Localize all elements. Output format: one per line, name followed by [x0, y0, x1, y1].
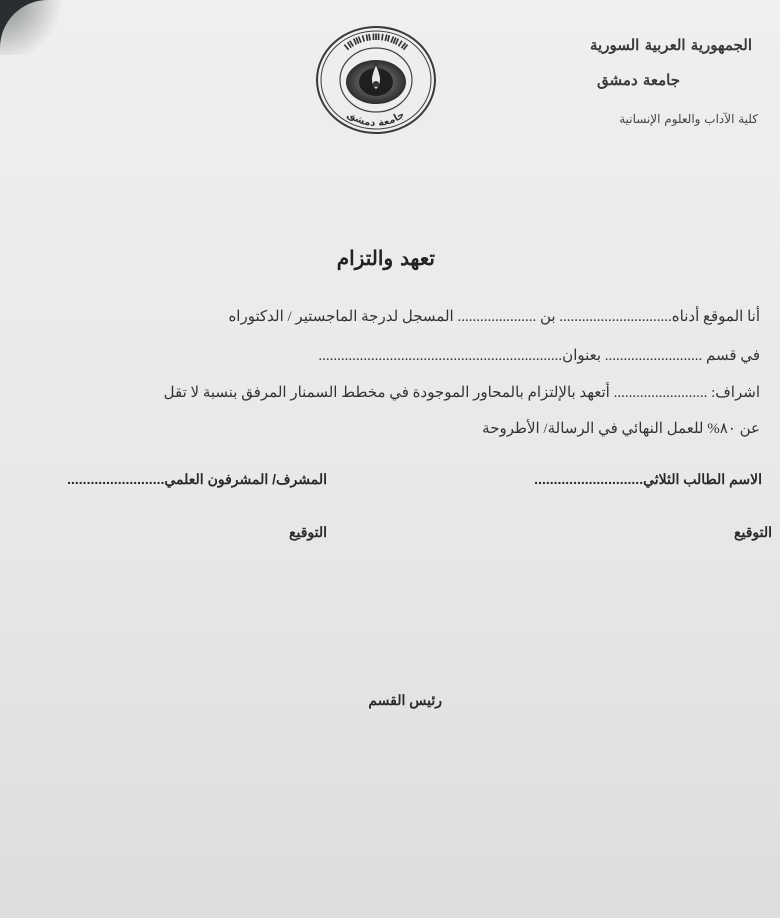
document-title: تعهد والتزام [336, 246, 435, 270]
page-corner-shadow [0, 0, 70, 55]
department-head-label: رئيس القسم [368, 692, 442, 708]
republic-heading: الجمهورية العربية السورية [590, 36, 752, 54]
student-signature-label: التوقيع [734, 524, 772, 540]
body-line-3: اشراف: ......................... أتعهد بالإلتزام بالمحاور الموجودة في مخطط السمنار المرفق بنسبة لا تقل [163, 385, 760, 401]
body-line-1: أنا الموقع أدناه.............................. بن ..................... المسجل لدرجة الماجستير / الدكتوراه [228, 309, 760, 325]
svg-text:ⅠⅡⅢⅠⅡⅢⅠⅡⅢⅠⅡ: ⅠⅡⅢⅠⅡⅢⅠⅡⅢⅠⅡ [342, 33, 410, 54]
seal-text: جامعة دمشق [345, 109, 407, 130]
student-name-field: الاسم الطالب الثلاثي............................ [534, 471, 762, 487]
body-line-2: في قسم .......................... بعنوان................................................................. [318, 348, 760, 364]
body-line-4: عن ٨٠% للعمل النهائي في الرسالة/ الأطروحة [482, 421, 760, 437]
university-seal-icon [314, 24, 438, 136]
university-heading: جامعة دمشق [597, 71, 680, 89]
supervisor-name-field: المشرف/ المشرفون العلمي......................... [67, 471, 327, 487]
faculty-heading: كلية الآداب والعلوم الإنسانية [619, 112, 758, 126]
supervisor-signature-label: التوقيع [289, 524, 327, 540]
